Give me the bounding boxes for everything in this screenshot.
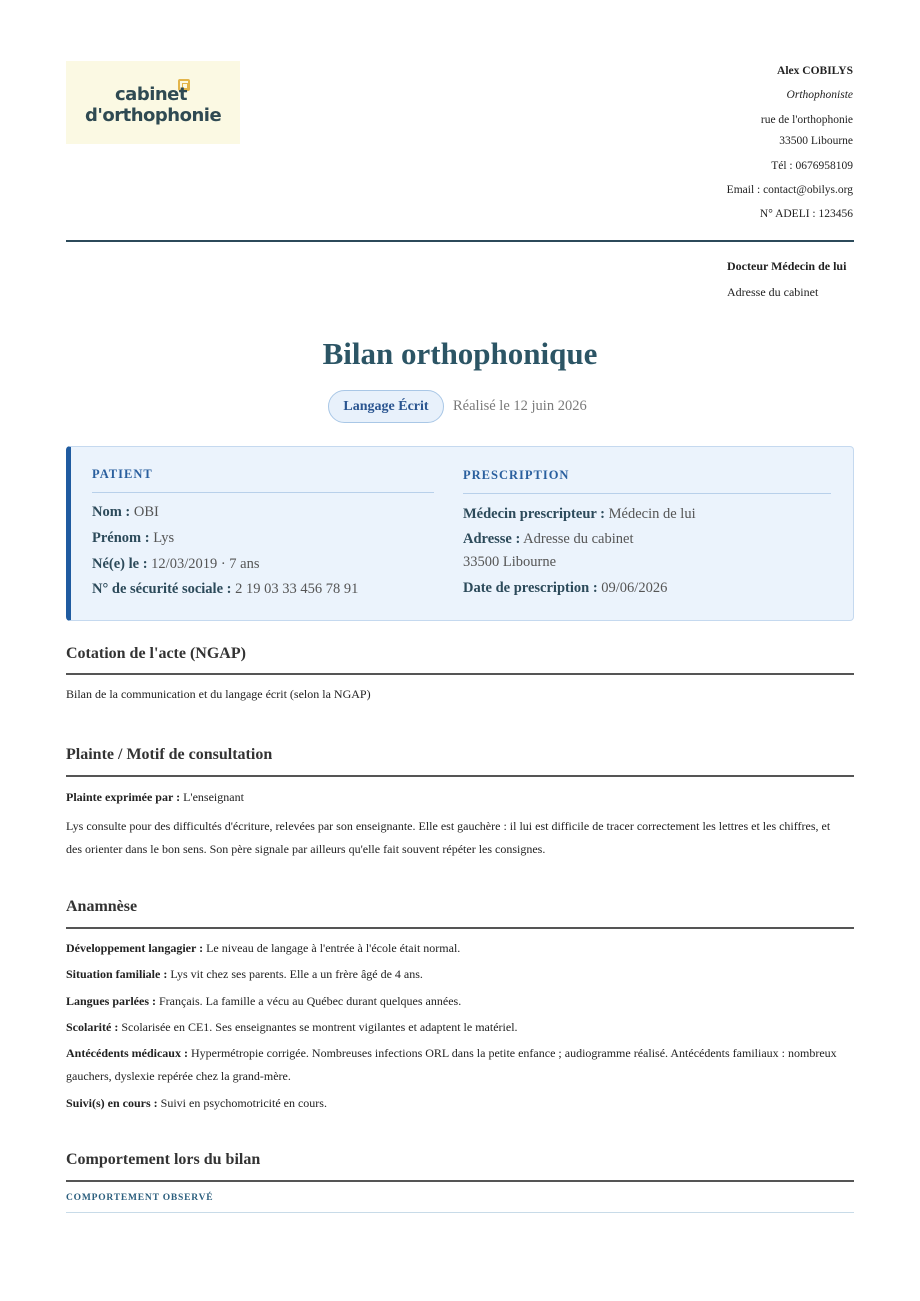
info-card [66,446,854,621]
practitioner-name: Alex COBILYS [777,65,853,77]
patient-ssn-value: 2 19 03 33 456 78 91 [235,581,359,597]
header-divider [66,240,854,242]
prescription-ville: 33500 Libourne [463,554,557,570]
prescription-date [463,580,667,597]
section-divider-comportement [66,1180,854,1182]
anamnese-item-label: Antécédents médicaux : [66,1046,188,1060]
anamnese-item-value: Suivi en psychomotricité en cours. [160,1096,327,1110]
patient-ssn-label: N° de sécurité sociale : [92,581,232,597]
patient-birthdate [92,556,260,573]
section-heading-plainte: Plainte / Motif de consultation [66,746,273,763]
prescription-date-value: 09/06/2026 [601,580,668,596]
anamnese-item [66,963,846,986]
practitioner-phone: Tél : 0676958109 [771,160,853,172]
prescription-medecin-value: Médecin de lui [608,506,696,522]
plainte-source-value: L'enseignant [183,790,244,804]
anamnese-item-value: Français. La famille a vécu au Québec durant quelques années. [159,994,462,1008]
prescription-medecin-label: Médecin prescripteur : [463,506,606,522]
subsection-heading-comportement: COMPORTEMENT OBSERVÉ [66,1193,214,1203]
anamnese-item-value: Scolarisée en CE1. Ses enseignantes se montrent vigilantes et adaptent le matériel. [121,1020,518,1034]
patient-ssn [92,581,358,598]
practitioner-role: Orthophoniste [786,89,853,101]
patient-nom [92,504,159,521]
anamnese-item-value: Lys vit chez ses parents. Elle a un frère âgé de 4 ans. [170,967,423,981]
practitioner-adeli: N° ADELI : 123456 [759,208,853,220]
patient-prenom [92,530,174,547]
prescription-adresse [463,531,633,548]
anamnese-item-value: Hypermétropie corrigée. Nombreuses infections ORL dans la petite enfance ; audiogramme réalisé. Antécédents familiaux : nombreux gauchers, dyslexie repérée chez la grand-mère. [66,1046,837,1083]
anamnese-item [66,937,846,960]
patient-birthdate-value: 12/03/2019 · 7 ans [151,556,260,572]
exam-date: Réalisé le 12 juin 2026 [453,398,587,414]
section-heading-anamnese: Anamnèse [66,898,138,915]
recipient-address: Adresse du cabinet [727,285,819,299]
patient-nom-value: OBI [133,504,159,520]
page-title: Bilan orthophonique [322,336,598,371]
logo-line-2: d'orthophonie [85,105,222,126]
prescription-divider [463,493,831,494]
patient-divider [92,492,434,493]
section-heading-cotation: Cotation de l'acte (NGAP) [66,645,246,662]
prescription-header: PRESCRIPTION [463,468,570,482]
anamnese-item [66,990,846,1013]
prescription-adresse-value: Adresse du cabinet [523,531,634,547]
patient-birthdate-label: Né(e) le : [92,556,148,572]
section-divider-cotation [66,673,854,675]
anamnese-item-label: Suivi(s) en cours : [66,1096,158,1110]
prescription-adresse-label: Adresse : [463,531,521,547]
subsection-divider [66,1212,854,1213]
anamnese-item-label: Situation familiale : [66,967,168,981]
domain-badge: Langage Écrit [328,390,444,423]
cotation-text: Bilan de la communication et du langage écrit (selon la NGAP) [66,687,371,701]
section-heading-comportement: Comportement lors du bilan [66,1151,261,1168]
cabinet-logo [66,61,240,144]
anamnese-item-label: Développement langagier : [66,941,204,955]
patient-prenom-label: Prénom : [92,530,150,546]
plainte-text: Lys consulte pour des difficultés d'écriture, relevées par son enseignante. Elle est gauchère : il lui est difficile de tracer correctement les lettres et les chiffres, et des orienter dans le bon sens. Son père signale par ailleurs qu'elle fait souvent répéter les consignes. [66,819,831,856]
section-divider-anamnese [66,927,854,929]
recipient-name: Docteur Médecin de lui [727,259,847,273]
anamnese-item [66,1016,846,1039]
logo-line-1: cabinet [115,84,187,105]
plainte-source-label: Plainte exprimée par : [66,790,181,804]
plainte-source [66,786,846,809]
prescription-date-label: Date de prescription : [463,580,598,596]
anamnese-item-label: Scolarité : [66,1020,119,1034]
anamnese-item-label: Langues parlées : [66,994,156,1008]
practitioner-street: rue de l'orthophonie [760,114,853,126]
section-divider-plainte [66,775,854,777]
patient-header: PATIENT [92,467,153,481]
practitioner-email: Email : contact@obilys.org [726,184,853,196]
patient-nom-label: Nom : [92,504,131,520]
anamnese-item-value: Le niveau de langage à l'entrée à l'école était normal. [206,941,461,955]
anamnese-item [66,1042,846,1088]
patient-prenom-value: Lys [153,530,175,546]
anamnese-item [66,1092,846,1115]
prescription-medecin [463,506,696,523]
practitioner-city: 33500 Libourne [779,135,853,147]
